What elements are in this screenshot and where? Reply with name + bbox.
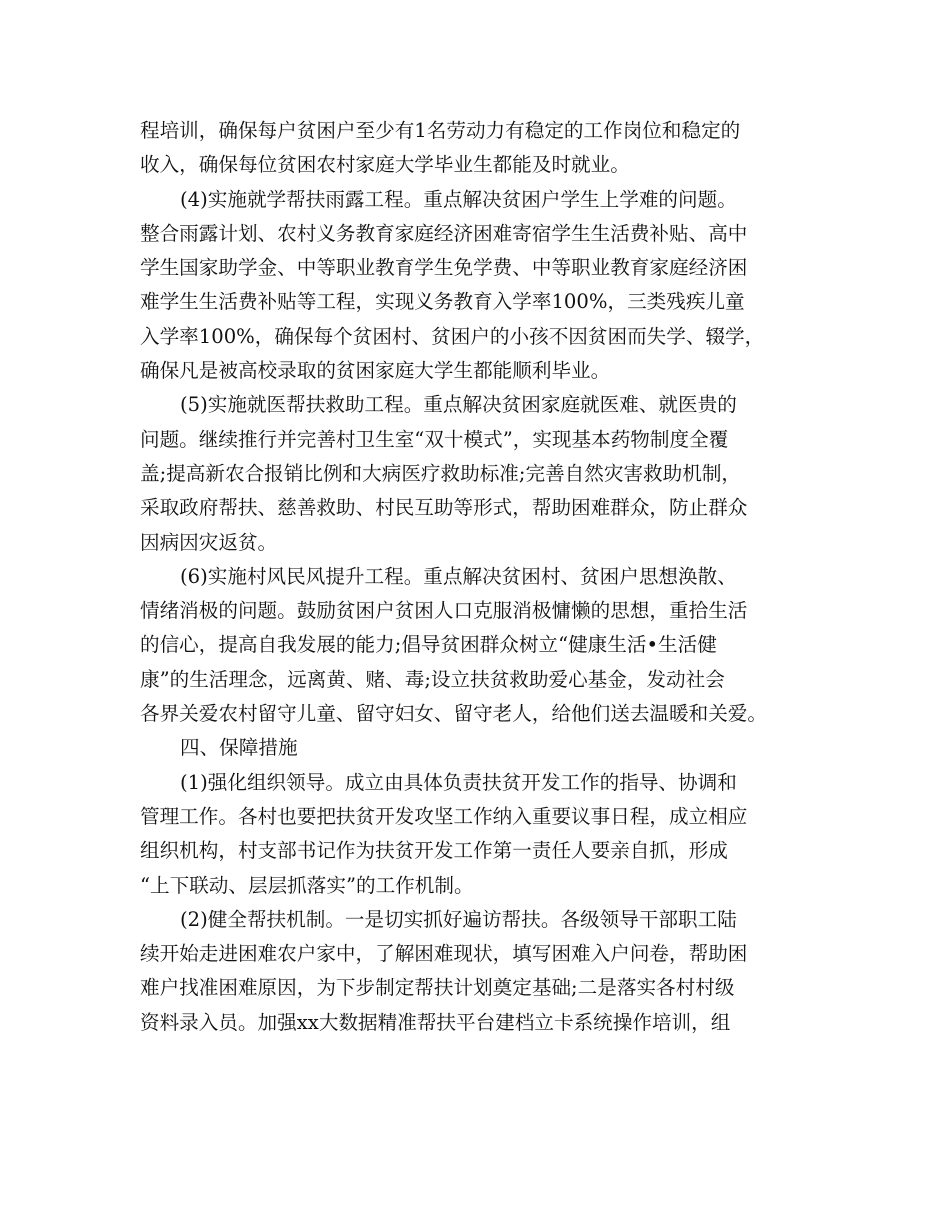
- text-line: 问题。继续推行并完善村卫生室“双十模式”，实现基本药物制度全覆: [140, 427, 729, 451]
- text-line: 各界关爱农村留守儿童、留守妇女、留守老人，给他们送去温暖和关爱。: [140, 702, 767, 726]
- text-line: 难学生生活费补贴等工程，实现义务教育入学率100%，三类残疾儿童: [140, 290, 745, 314]
- text-line: 的信心，提高自我发展的能力;倡导贫困群众树立“健康生活•生活健: [140, 633, 717, 657]
- document-body: [140, 114, 820, 1040]
- section-heading: 四、保障措施: [180, 736, 298, 760]
- text-line: 情绪消极的问题。鼓励贫困户贫困人口克服消极慵懒的思想，重拾生活: [140, 599, 748, 623]
- text-line: 资料录入员。加强xx大数据精准帮扶平台建档立卡系统操作培训，组: [140, 1010, 731, 1034]
- text-line: 采取政府帮扶、慈善救助、村民互助等形式，帮助困难群众，防止群众: [140, 496, 748, 520]
- text-line: 入学率100%，确保每个贫困村、贫困户的小孩不因贫困而失学、辍学，: [140, 324, 765, 348]
- text-line: 确保凡是被高校录取的贫困家庭大学生都能顺利毕业。: [140, 359, 611, 383]
- text-line: 学生国家助学金、中等职业教育学生免学费、中等职业教育家庭经济困: [140, 256, 748, 280]
- paragraph-start: (1)强化组织领导。成立由具体负责扶贫开发工作的指导、协调和: [180, 770, 737, 794]
- text-line: “上下联动、层层抓落实”的工作机制。: [140, 873, 474, 897]
- text-line: 续开始走进困难农户家中，了解困难现状，填写困难入户问卷，帮助困: [140, 942, 748, 966]
- paragraph-start: (5)实施就医帮扶救助工程。重点解决贫困家庭就医难、就医贵的: [180, 393, 737, 417]
- text-line: 整合雨露计划、农村义务教育家庭经济困难寄宿学生生活费补贴、高中: [140, 221, 748, 245]
- paragraph-start: (4)实施就学帮扶雨露工程。重点解决贫困户学生上学难的问题。: [180, 187, 737, 211]
- text-line: 因病因灾返贫。: [140, 530, 278, 554]
- text-line: 难户找准困难原因，为下步制定帮扶计划奠定基础;二是落实各村村级: [140, 976, 735, 1000]
- paragraph-start: (6)实施村风民风提升工程。重点解决贫困村、贫困户思想涣散、: [180, 564, 737, 588]
- text-line: 程培训，确保每户贫困户至少有1名劳动力有稳定的工作岗位和稳定的: [140, 119, 741, 142]
- text-line: 康”的生活理念，远离黄、赌、毒;设立扶贫救助爱心基金，发动社会: [140, 667, 725, 691]
- text-line: 盖;提高新农合报销比例和大病医疗救助标准;完善自然灾害救助机制，: [140, 461, 742, 485]
- text-line: 收入，确保每位贫困农村家庭大学毕业生都能及时就业。: [140, 153, 630, 177]
- text-line: 管理工作。各村也要把扶贫开发攻坚工作纳入重要议事日程，成立相应: [140, 804, 748, 828]
- paragraph-start: (2)健全帮扶机制。一是切实抓好遍访帮扶。各级领导干部职工陆: [180, 907, 737, 931]
- text-line: 组织机构，村支部书记作为扶贫开发工作第一责任人要亲自抓，形成: [140, 839, 728, 863]
